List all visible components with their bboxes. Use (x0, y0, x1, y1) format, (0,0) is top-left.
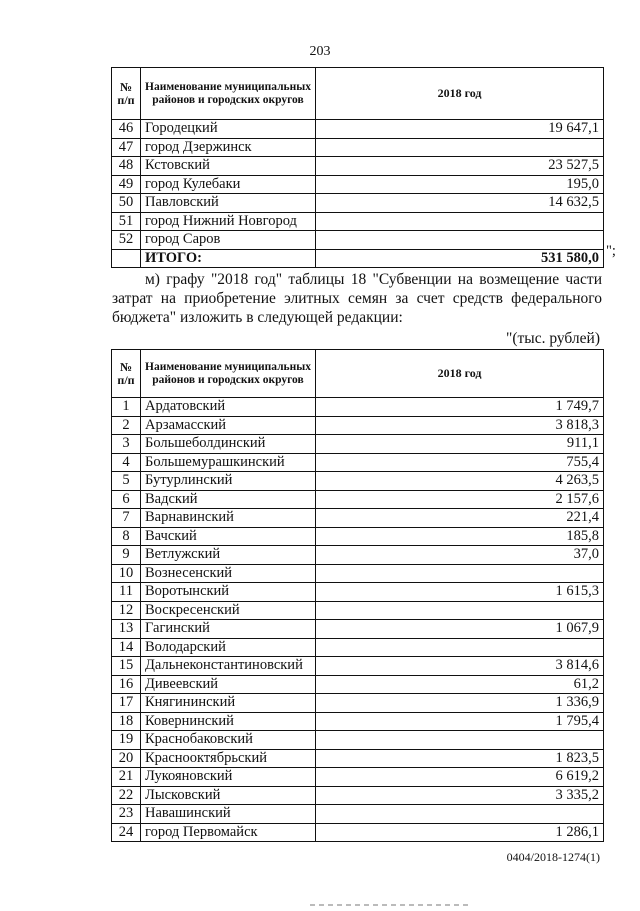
amount-value: 14 632,5 (316, 194, 604, 213)
row-number: 48 (112, 157, 141, 176)
table-row (112, 472, 604, 491)
row-number: 52 (112, 231, 141, 250)
table-row (112, 583, 604, 602)
municipality-name: Вадский (141, 490, 316, 509)
table-row (112, 749, 604, 768)
municipality-name: Большемурашкинский (141, 453, 316, 472)
table-row (112, 675, 604, 694)
amount-value: 185,8 (316, 527, 604, 546)
unit-label: "(тыс. рублей) (506, 330, 600, 347)
row-number: 7 (112, 509, 141, 528)
municipality-name: Гагинский (141, 620, 316, 639)
table-row (112, 398, 604, 417)
row-number: 13 (112, 620, 141, 639)
header-municipality: Наименование муниципальных районов и городских округов (141, 68, 316, 120)
amount-value: 37,0 (316, 546, 604, 565)
table-row (112, 231, 604, 250)
municipality-name: Ардатовский (141, 398, 316, 417)
amount-value: 755,4 (316, 453, 604, 472)
row-number: 24 (112, 823, 141, 842)
table-row (112, 546, 604, 565)
municipality-name: Володарский (141, 638, 316, 657)
municipality-name: город Нижний Новгород (141, 212, 316, 231)
table-row (112, 138, 604, 157)
amount-value (316, 212, 604, 231)
amount-value: 221,4 (316, 509, 604, 528)
row-number: 12 (112, 601, 141, 620)
municipality-name: Дальнеконстантиновский (141, 657, 316, 676)
row-number: 3 (112, 435, 141, 454)
municipality-name: Княгининский (141, 694, 316, 713)
municipality-name: город Кулебаки (141, 175, 316, 194)
row-number: 16 (112, 675, 141, 694)
table-row (112, 731, 604, 750)
municipality-name: Воскресенский (141, 601, 316, 620)
amount-value (316, 138, 604, 157)
municipality-name: Бутурлинский (141, 472, 316, 491)
amount-value (316, 601, 604, 620)
table-row (112, 175, 604, 194)
row-number: 21 (112, 768, 141, 787)
amount-value: 6 619,2 (316, 768, 604, 787)
amount-value: 3 335,2 (316, 786, 604, 805)
page-number: 203 (309, 44, 331, 59)
row-number: 22 (112, 786, 141, 805)
amount-value (316, 805, 604, 824)
row-number: 8 (112, 527, 141, 546)
municipality-name: Арзамасский (141, 416, 316, 435)
paragraph-line-1: м) графу "2018 год" таблицы 18 "Субвенции на возмещение части (145, 271, 602, 288)
table-row (112, 120, 604, 139)
municipality-name: Краснооктябрьский (141, 749, 316, 768)
row-number: 6 (112, 490, 141, 509)
amount-value: 23 527,5 (316, 157, 604, 176)
table-row (112, 657, 604, 676)
row-number: 14 (112, 638, 141, 657)
municipality-name: Навашинский (141, 805, 316, 824)
row-number: 10 (112, 564, 141, 583)
row-number: 17 (112, 694, 141, 713)
table-row (112, 768, 604, 787)
table-row (112, 638, 604, 657)
municipality-name: город Первомайск (141, 823, 316, 842)
table-row (112, 712, 604, 731)
table-row (112, 490, 604, 509)
row-number: 23 (112, 805, 141, 824)
table-row (112, 453, 604, 472)
municipality-name: Дивеевский (141, 675, 316, 694)
amount-value: 911,1 (316, 435, 604, 454)
municipality-name: Воротынский (141, 583, 316, 602)
total-label: ИТОГО: (141, 249, 316, 268)
municipality-name: Вачский (141, 527, 316, 546)
municipality-name: Лысковский (141, 786, 316, 805)
row-number: 11 (112, 583, 141, 602)
municipality-name: Большеболдинский (141, 435, 316, 454)
table-row (112, 509, 604, 528)
municipality-name: город Дзержинск (141, 138, 316, 157)
amount-value: 19 647,1 (316, 120, 604, 139)
header-municipality: Наименование муниципальных районов и городских округов (141, 350, 316, 398)
amount-value: 4 263,5 (316, 472, 604, 491)
paragraph-line-2: затрат на приобретение элитных семян за счет средств федерального (112, 290, 602, 307)
table-row (112, 805, 604, 824)
document-number: 0404/2018-1274(1) (506, 850, 600, 864)
header-year: 2018 год (316, 68, 604, 120)
municipality-name: Варнавинский (141, 509, 316, 528)
amount-value: 1 749,7 (316, 398, 604, 417)
municipality-name: Ковернинский (141, 712, 316, 731)
municipality-name: Кстовский (141, 157, 316, 176)
total-row (112, 249, 604, 268)
header-number: № п/п (112, 350, 141, 398)
amount-value: 1 286,1 (316, 823, 604, 842)
table-row (112, 416, 604, 435)
amount-value: 1 067,9 (316, 620, 604, 639)
row-number: 46 (112, 120, 141, 139)
table-row (112, 564, 604, 583)
row-number: 47 (112, 138, 141, 157)
amount-value (316, 638, 604, 657)
municipality-name: Ветлужский (141, 546, 316, 565)
row-number: 4 (112, 453, 141, 472)
table-row (112, 601, 604, 620)
amendment-paragraph (112, 270, 602, 327)
amount-value: 1 795,4 (316, 712, 604, 731)
row-number: 51 (112, 212, 141, 231)
total-number-cell (112, 249, 141, 268)
amount-value: 195,0 (316, 175, 604, 194)
row-number: 18 (112, 712, 141, 731)
row-number: 9 (112, 546, 141, 565)
amount-value (316, 231, 604, 250)
row-number: 2 (112, 416, 141, 435)
header-number: № п/п (112, 68, 141, 120)
row-number: 49 (112, 175, 141, 194)
header-year: 2018 год (316, 350, 604, 398)
row-number: 20 (112, 749, 141, 768)
closing-quote: "; (606, 243, 616, 259)
table-row (112, 694, 604, 713)
subsidy-table-continuation (111, 67, 604, 268)
paragraph-line-3: бюджета" изложить в следующей редакции: (112, 309, 403, 326)
table-row (112, 435, 604, 454)
row-number: 5 (112, 472, 141, 491)
table-row (112, 620, 604, 639)
amount-value (316, 564, 604, 583)
table-row (112, 823, 604, 842)
row-number: 1 (112, 398, 141, 417)
amount-value (316, 731, 604, 750)
municipality-name: Городецкий (141, 120, 316, 139)
amount-value: 1 615,3 (316, 583, 604, 602)
municipality-name: Краснобаковский (141, 731, 316, 750)
municipality-name: Павловский (141, 194, 316, 213)
amount-value: 1 823,5 (316, 749, 604, 768)
table-row (112, 527, 604, 546)
row-number: 19 (112, 731, 141, 750)
total-value: 531 580,0 (316, 249, 604, 268)
municipality-name: город Саров (141, 231, 316, 250)
row-number: 50 (112, 194, 141, 213)
amount-value: 1 336,9 (316, 694, 604, 713)
amount-value: 61,2 (316, 675, 604, 694)
amount-value: 2 157,6 (316, 490, 604, 509)
table-row (112, 194, 604, 213)
table-row (112, 786, 604, 805)
amount-value: 3 814,6 (316, 657, 604, 676)
municipality-name: Вознесенский (141, 564, 316, 583)
table-row (112, 157, 604, 176)
elite-seeds-subsidy-table (111, 349, 604, 842)
amount-value: 3 818,3 (316, 416, 604, 435)
scan-artifact (310, 893, 510, 897)
row-number: 15 (112, 657, 141, 676)
municipality-name: Лукояновский (141, 768, 316, 787)
table-row (112, 212, 604, 231)
